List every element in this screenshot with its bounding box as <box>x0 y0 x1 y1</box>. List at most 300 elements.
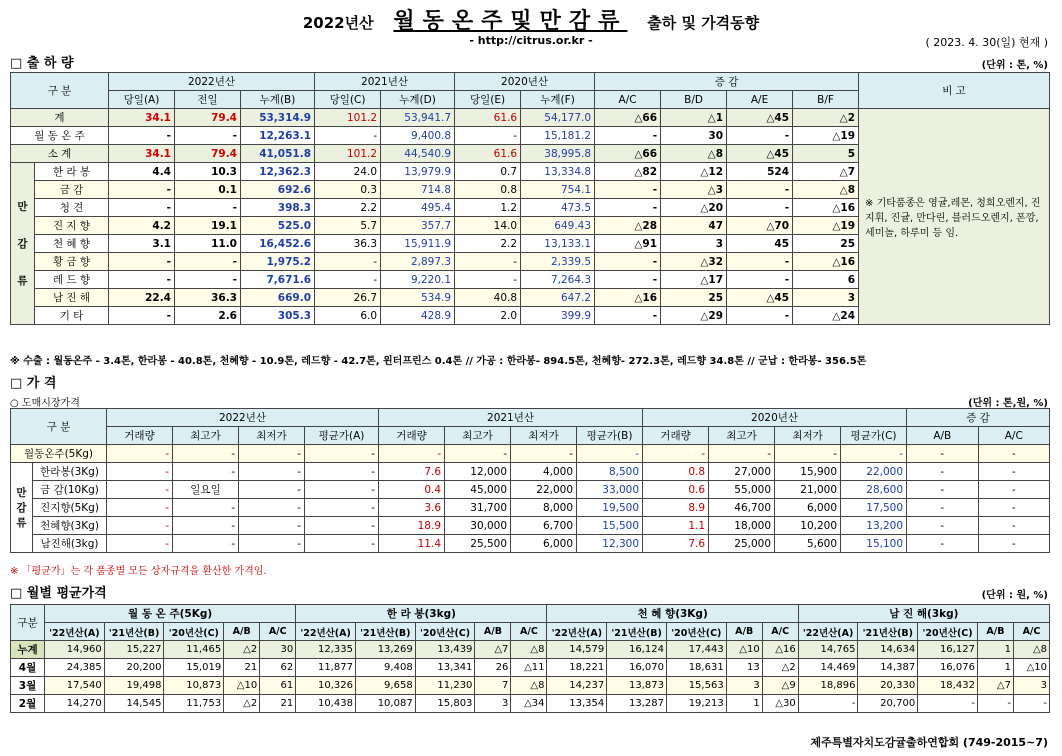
column-header: 당일(C) <box>315 91 381 109</box>
data-cell: 13,979.9 <box>381 163 455 181</box>
header-gubun: 구 분 <box>11 73 109 109</box>
data-cell: 36.3 <box>175 289 241 307</box>
data-cell: - <box>775 445 841 463</box>
data-cell: 4,000 <box>511 463 577 481</box>
data-cell: 31,700 <box>445 499 511 517</box>
data-cell: 2.2 <box>315 199 381 217</box>
section-shipment-title: □ 출 하 량 <box>10 56 74 71</box>
data-cell: - <box>305 463 379 481</box>
data-cell: 34.1 <box>109 109 175 127</box>
data-cell: △29 <box>661 307 727 325</box>
price-note: ※ 「평균가」는 각 품종별 모든 상자규격을 환산한 가격임. <box>10 566 267 577</box>
data-cell: - <box>918 695 978 713</box>
data-cell: △70 <box>727 217 793 235</box>
data-cell: 4.4 <box>109 163 175 181</box>
data-cell: △66 <box>595 109 661 127</box>
data-cell: - <box>315 271 381 289</box>
row-label: 황 금 향 <box>35 253 109 271</box>
data-cell: 6,000 <box>511 535 577 553</box>
group-header: 남 진 해(3kg) <box>798 605 1049 623</box>
data-cell: △91 <box>595 235 661 253</box>
price-header-2022: 2022년산 <box>107 409 379 427</box>
section-price-unit: (단위 : 톤,원, %) <box>968 398 1048 409</box>
data-cell: - <box>595 199 661 217</box>
column-header: '22년산(A) <box>798 623 858 641</box>
data-cell: 27,000 <box>709 463 775 481</box>
row-label: 청 견 <box>35 199 109 217</box>
column-header: '21년산(B) <box>607 623 667 641</box>
data-cell: 14,765 <box>798 641 858 659</box>
data-cell: 일요일 <box>173 481 239 499</box>
title-main: 월동온주및만감류 <box>393 9 628 34</box>
row-label: 한라봉(3Kg) <box>33 463 107 481</box>
data-cell: - <box>109 199 175 217</box>
shipment-note: ※ 수출 : 월동온주 - 3.4톤, 한라봉 - 40.8톤, 천혜향 - 10.9톤, 레드향 - 42.7톤, 윈터프린스 0.4톤 // 가공 : 한라봉- 894.5톤, 천혜향- 272.3톤, 레드향 34.8톤 // 군납 : 한라봉- 356.5톤 <box>10 356 867 367</box>
data-cell: 495.4 <box>381 199 455 217</box>
site-url[interactable]: - http://citrus.or.kr - <box>469 34 593 47</box>
data-cell: △3 <box>661 181 727 199</box>
data-cell: 714.8 <box>381 181 455 199</box>
column-header: 전일 <box>175 91 241 109</box>
row-label: 누계 <box>11 641 45 659</box>
data-cell: 525.0 <box>241 217 315 235</box>
data-cell: 30 <box>260 641 296 659</box>
column-header: 당일(A) <box>109 91 175 109</box>
data-cell: 7.6 <box>379 463 445 481</box>
data-cell: - <box>173 445 239 463</box>
data-cell: △16 <box>793 253 859 271</box>
column-header: 거래량 <box>643 427 709 445</box>
data-cell: 7,671.6 <box>241 271 315 289</box>
data-cell: △24 <box>793 307 859 325</box>
column-header: A/C <box>978 427 1049 445</box>
section-shipment-unit: (단위 : 톤, %) <box>981 60 1048 71</box>
table-row <box>11 659 1050 677</box>
data-cell: 30,000 <box>445 517 511 535</box>
data-cell: △34 <box>511 695 547 713</box>
data-cell: - <box>907 535 978 553</box>
data-cell: - <box>239 463 305 481</box>
data-cell: - <box>175 127 241 145</box>
data-cell: - <box>841 445 907 463</box>
data-cell: - <box>1013 695 1049 713</box>
column-header: '20년산(C) <box>415 623 475 641</box>
data-cell: 9,400.8 <box>381 127 455 145</box>
column-header: 거래량 <box>379 427 445 445</box>
data-cell: 2,897.3 <box>381 253 455 271</box>
data-cell: 101.2 <box>315 109 381 127</box>
data-cell: 21 <box>260 695 296 713</box>
data-cell: △32 <box>661 253 727 271</box>
data-cell: 40.8 <box>455 289 521 307</box>
data-cell: 61.6 <box>455 145 521 163</box>
shipment-table <box>10 72 1050 325</box>
data-cell: - <box>315 253 381 271</box>
data-cell: 19,213 <box>666 695 726 713</box>
data-cell: 17,443 <box>666 641 726 659</box>
data-cell: 6,000 <box>775 499 841 517</box>
data-cell: - <box>107 535 173 553</box>
data-cell: 18.9 <box>379 517 445 535</box>
data-cell: 46,700 <box>709 499 775 517</box>
data-cell: 13,334.8 <box>521 163 595 181</box>
data-cell: 17,500 <box>841 499 907 517</box>
section-monthly-unit: (단위 : 원, %) <box>981 590 1048 601</box>
data-cell: 9,408 <box>355 659 415 677</box>
column-header: 최고가 <box>173 427 239 445</box>
data-cell: 19,500 <box>577 499 643 517</box>
data-cell: △7 <box>977 677 1013 695</box>
data-cell: △16 <box>762 641 798 659</box>
data-cell: 3.1 <box>109 235 175 253</box>
data-cell: - <box>727 199 793 217</box>
data-cell: - <box>239 481 305 499</box>
data-cell: 13,200 <box>841 517 907 535</box>
data-cell: 53,314.9 <box>241 109 315 127</box>
table-row <box>11 677 1050 695</box>
data-cell: 24,385 <box>45 659 105 677</box>
data-cell: - <box>727 307 793 325</box>
data-cell: 14,634 <box>858 641 918 659</box>
side-char: 만 <box>17 201 28 213</box>
data-cell: 25,000 <box>709 535 775 553</box>
data-cell: 79.4 <box>175 145 241 163</box>
data-cell: △66 <box>595 145 661 163</box>
data-cell: - <box>305 499 379 517</box>
data-cell: 19.1 <box>175 217 241 235</box>
data-cell: 3.6 <box>379 499 445 517</box>
data-cell: 45 <box>727 235 793 253</box>
data-cell: 22,000 <box>511 481 577 499</box>
data-cell: 3 <box>1013 677 1049 695</box>
data-cell: △2 <box>224 695 260 713</box>
data-cell: 61 <box>260 677 296 695</box>
data-cell: △8 <box>1013 641 1049 659</box>
data-cell: 15,227 <box>104 641 164 659</box>
page-title <box>0 4 1062 35</box>
data-cell: 0.4 <box>379 481 445 499</box>
data-cell: 20,330 <box>858 677 918 695</box>
group-header: 한 라 봉(3kg) <box>296 605 547 623</box>
column-header: 누계(D) <box>381 91 455 109</box>
data-cell: - <box>907 517 978 535</box>
data-cell: 6,700 <box>511 517 577 535</box>
column-header: A/B <box>224 623 260 641</box>
row-label: 2월 <box>11 695 45 713</box>
data-cell: 399.9 <box>521 307 595 325</box>
data-cell: 36.3 <box>315 235 381 253</box>
data-cell: 25 <box>661 289 727 307</box>
data-cell: 2.0 <box>455 307 521 325</box>
data-cell: 38,995.8 <box>521 145 595 163</box>
row-label: 남진해(3kg) <box>33 535 107 553</box>
table-row <box>11 463 1050 481</box>
data-cell: 16,127 <box>918 641 978 659</box>
data-cell: - <box>175 253 241 271</box>
data-cell: △8 <box>793 181 859 199</box>
data-cell: 13,354 <box>547 695 607 713</box>
data-cell: 21,000 <box>775 481 841 499</box>
header-2022: 2022년산 <box>109 73 315 91</box>
data-cell: - <box>173 517 239 535</box>
data-cell: 16,452.6 <box>241 235 315 253</box>
data-cell: 28,600 <box>841 481 907 499</box>
data-cell: 11,877 <box>296 659 356 677</box>
data-cell: 5.7 <box>315 217 381 235</box>
table-row <box>11 109 1050 127</box>
data-cell: - <box>978 535 1049 553</box>
header-change: 증 감 <box>595 73 859 91</box>
data-cell: 14,579 <box>547 641 607 659</box>
price-header-gubun: 구 분 <box>11 409 107 445</box>
data-cell: - <box>239 499 305 517</box>
column-header: '22년산(A) <box>547 623 607 641</box>
column-header: A/C <box>260 623 296 641</box>
data-cell: 45,000 <box>445 481 511 499</box>
data-cell: 25,500 <box>445 535 511 553</box>
data-cell: - <box>445 445 511 463</box>
data-cell: 7.6 <box>643 535 709 553</box>
table-row <box>11 641 1050 659</box>
data-cell: 9,658 <box>355 677 415 695</box>
data-cell: 2.2 <box>455 235 521 253</box>
data-cell: 15,500 <box>577 517 643 535</box>
row-label: 금 감 <box>35 181 109 199</box>
data-cell: 47 <box>661 217 727 235</box>
section-monthly-title: □ 월별 평균가격 <box>10 586 107 601</box>
data-cell: 14,960 <box>45 641 105 659</box>
data-cell: 25 <box>793 235 859 253</box>
data-cell: - <box>978 499 1049 517</box>
column-header: '20년산(C) <box>918 623 978 641</box>
column-header: A/B <box>907 427 978 445</box>
data-cell: - <box>977 695 1013 713</box>
data-cell: - <box>595 127 661 145</box>
column-header: 당일(E) <box>455 91 521 109</box>
data-cell: - <box>727 253 793 271</box>
as-of-date: ( 2023. 4. 30(일) 현재 ) <box>925 36 1048 49</box>
column-header: A/E <box>727 91 793 109</box>
data-cell: 473.5 <box>521 199 595 217</box>
data-cell: 15,019 <box>164 659 224 677</box>
data-cell: 5 <box>793 145 859 163</box>
data-cell: 5,600 <box>775 535 841 553</box>
data-cell: - <box>239 517 305 535</box>
data-cell: △30 <box>762 695 798 713</box>
data-cell: 13 <box>726 659 762 677</box>
price-table <box>10 408 1050 553</box>
row-label: 레 드 향 <box>35 271 109 289</box>
data-cell: - <box>595 307 661 325</box>
table-row <box>11 535 1050 553</box>
data-cell: - <box>305 481 379 499</box>
data-cell: △16 <box>793 199 859 217</box>
data-cell: △19 <box>793 217 859 235</box>
price-header-change: 증 감 <box>907 409 1050 427</box>
data-cell: - <box>709 445 775 463</box>
data-cell: △45 <box>727 109 793 127</box>
data-cell: 20,200 <box>104 659 164 677</box>
data-cell: 16,124 <box>607 641 667 659</box>
data-cell: - <box>107 517 173 535</box>
data-cell: - <box>173 499 239 517</box>
data-cell: 11,465 <box>164 641 224 659</box>
data-cell: - <box>511 445 577 463</box>
data-cell: 26 <box>475 659 511 677</box>
column-header: B/D <box>661 91 727 109</box>
header-remark: 비 고 <box>859 73 1050 109</box>
data-cell: 3 <box>726 677 762 695</box>
data-cell: △12 <box>661 163 727 181</box>
monthly-header-gubun: 구분 <box>11 605 45 641</box>
column-header: A/C <box>762 623 798 641</box>
data-cell: 13,439 <box>415 641 475 659</box>
data-cell: 20,700 <box>858 695 918 713</box>
data-cell: 16,076 <box>918 659 978 677</box>
data-cell: - <box>595 253 661 271</box>
data-cell: 34.1 <box>109 145 175 163</box>
row-label: 월 동 온 주 <box>11 127 109 145</box>
data-cell: 79.4 <box>175 109 241 127</box>
data-cell: △45 <box>727 145 793 163</box>
data-cell: 8,500 <box>577 463 643 481</box>
data-cell: △8 <box>511 677 547 695</box>
data-cell: - <box>978 463 1049 481</box>
data-cell: - <box>455 271 521 289</box>
row-label: 계 <box>11 109 109 127</box>
data-cell: - <box>175 199 241 217</box>
data-cell: △2 <box>224 641 260 659</box>
group-header: 천 혜 향(3Kg) <box>547 605 798 623</box>
data-cell: - <box>907 481 978 499</box>
data-cell: - <box>978 481 1049 499</box>
data-cell: - <box>107 445 173 463</box>
data-cell: - <box>109 253 175 271</box>
data-cell: 3 <box>661 235 727 253</box>
data-cell: 12,335 <box>296 641 356 659</box>
column-header: A/B <box>977 623 1013 641</box>
data-cell: 0.3 <box>315 181 381 199</box>
data-cell: - <box>643 445 709 463</box>
data-cell: - <box>109 271 175 289</box>
data-cell: △28 <box>595 217 661 235</box>
data-cell: - <box>173 535 239 553</box>
data-cell: - <box>305 445 379 463</box>
data-cell: 15,181.2 <box>521 127 595 145</box>
data-cell: - <box>727 181 793 199</box>
data-cell: 13,287 <box>607 695 667 713</box>
data-cell: 647.2 <box>521 289 595 307</box>
data-cell: 33,000 <box>577 481 643 499</box>
data-cell: 61.6 <box>455 109 521 127</box>
row-label: 3월 <box>11 677 45 695</box>
data-cell: △8 <box>661 145 727 163</box>
column-header: A/C <box>1013 623 1049 641</box>
side-char: 감 <box>17 238 28 250</box>
data-cell: 11.4 <box>379 535 445 553</box>
data-cell: 10,326 <box>296 677 356 695</box>
data-cell: △11 <box>511 659 547 677</box>
column-header: '22년산(A) <box>45 623 105 641</box>
data-cell: △17 <box>661 271 727 289</box>
data-cell: 54,177.0 <box>521 109 595 127</box>
data-cell: 17,540 <box>45 677 105 695</box>
data-cell: 101.2 <box>315 145 381 163</box>
data-cell: 22.4 <box>109 289 175 307</box>
column-header: '20년산(C) <box>164 623 224 641</box>
data-cell: △2 <box>793 109 859 127</box>
data-cell: △8 <box>511 641 547 659</box>
data-cell: - <box>595 271 661 289</box>
data-cell: 62 <box>260 659 296 677</box>
footer-org: 제주특별자치도감귤출하연합회 (749-2015~7) <box>810 736 1048 749</box>
data-cell: 12,000 <box>445 463 511 481</box>
data-cell: 10,087 <box>355 695 415 713</box>
data-cell: - <box>907 499 978 517</box>
data-cell: 18,631 <box>666 659 726 677</box>
row-label: 한 라 봉 <box>35 163 109 181</box>
row-label: 남 진 해 <box>35 289 109 307</box>
column-header: 평균가(C) <box>841 427 907 445</box>
data-cell: 0.8 <box>643 463 709 481</box>
row-label: 4월 <box>11 659 45 677</box>
data-cell: 3 <box>793 289 859 307</box>
data-cell: △1 <box>661 109 727 127</box>
data-cell: 13,269 <box>355 641 415 659</box>
data-cell: 1 <box>977 659 1013 677</box>
title-sub: 출하 및 가격동향 <box>647 14 760 32</box>
data-cell: 428.9 <box>381 307 455 325</box>
price-header-2020: 2020년산 <box>643 409 907 427</box>
column-header: A/C <box>595 91 661 109</box>
data-cell: - <box>109 307 175 325</box>
table-row <box>11 517 1050 535</box>
data-cell: 10,438 <box>296 695 356 713</box>
data-cell: 15,911.9 <box>381 235 455 253</box>
side-char: 만 <box>16 487 27 499</box>
row-label: 금 감(10Kg) <box>33 481 107 499</box>
data-cell: 1 <box>977 641 1013 659</box>
data-cell: 14,545 <box>104 695 164 713</box>
section-price-subtitle: ○ 도매시장가격 <box>10 398 80 409</box>
data-cell: 8,000 <box>511 499 577 517</box>
price-header-2021: 2021년산 <box>379 409 643 427</box>
data-cell: 14,270 <box>45 695 105 713</box>
data-cell: 13,133.1 <box>521 235 595 253</box>
data-cell: △10 <box>1013 659 1049 677</box>
monthly-table <box>10 604 1050 713</box>
table-row <box>11 695 1050 713</box>
data-cell: 30 <box>661 127 727 145</box>
data-cell: - <box>978 445 1049 463</box>
data-cell: - <box>305 535 379 553</box>
row-label: 소 계 <box>11 145 109 163</box>
data-cell: △7 <box>475 641 511 659</box>
row-label: 천혜향(3Kg) <box>33 517 107 535</box>
column-header: 최저가 <box>775 427 841 445</box>
data-cell: 1.1 <box>643 517 709 535</box>
data-cell: 18,432 <box>918 677 978 695</box>
data-cell: 11,753 <box>164 695 224 713</box>
column-header: '20년산(C) <box>666 623 726 641</box>
data-cell: 692.6 <box>241 181 315 199</box>
data-cell: - <box>907 445 978 463</box>
data-cell: 18,896 <box>798 677 858 695</box>
row-label: 진지향(5Kg) <box>33 499 107 517</box>
row-label: 월동온주(5Kg) <box>11 445 107 463</box>
data-cell: 7 <box>475 677 511 695</box>
data-cell: 2,339.5 <box>521 253 595 271</box>
